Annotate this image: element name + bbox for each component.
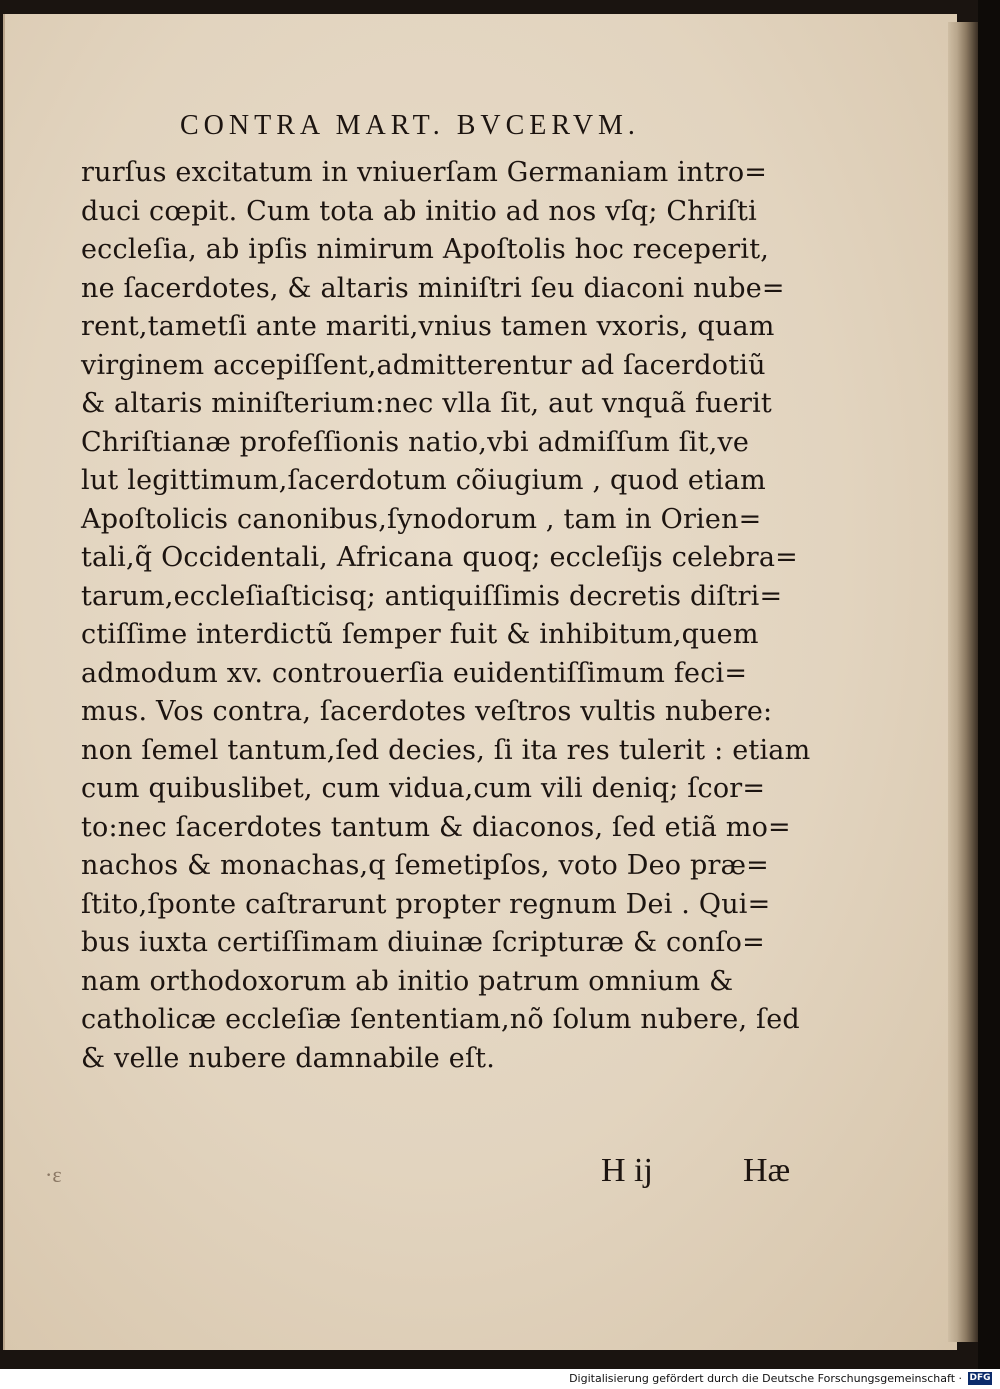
text-line: ne ſacerdotes, & altaris miniſtri ſeu diaconi nube= bbox=[81, 272, 785, 304]
running-head: CONTRA MART. BVCERVM. bbox=[180, 110, 640, 141]
text-line: catholicæ eccleſiæ ſententiam,nõ ſolum nubere, ſed bbox=[81, 1004, 800, 1035]
text-line: mus. Vos contra, ſacerdotes veſtros vultis nubere: bbox=[81, 696, 773, 727]
text-line: Chriſtianæ profeſſionis natio,vbi admiſſum ſit,ve bbox=[81, 426, 750, 458]
signature-line bbox=[601, 1152, 821, 1196]
body-text bbox=[81, 154, 811, 1078]
text-line: nam orthodoxorum ab initio patrum omnium & bbox=[81, 965, 734, 997]
text-line: ctiſſime interdictũ ſemper fuit & inhibitum,quem bbox=[81, 619, 759, 650]
text-line: lut legittimum,ſacerdotum cõiugium , quod etiam bbox=[81, 465, 766, 496]
margin-mark: ·ε bbox=[45, 1162, 62, 1187]
text-line: duci cœpit. Cum tota ab initio ad nos vſq; Chriſti bbox=[81, 195, 757, 227]
text-line: ſtito,ſponte caſtrarunt propter regnum Dei . Qui= bbox=[81, 888, 771, 920]
binding-shadow bbox=[978, 0, 1000, 1369]
text-line: non ſemel tantum,ſed decies, ſi ita res tulerit : etiam bbox=[81, 734, 811, 766]
text-line: virginem accepiſſent,admitterentur ad ſacerdotiũ bbox=[81, 349, 766, 381]
text-line: & altaris miniſterium:nec vlla ſit, aut vnquã fuerit bbox=[81, 388, 772, 419]
dfg-logo: DFG bbox=[969, 1373, 991, 1383]
text-line: eccleſia, ab ipſis nimirum Apoſtolis hoc receperit, bbox=[81, 234, 770, 265]
text-line: nachos & monachas,q ſemetipſos, voto Deo præ= bbox=[81, 850, 770, 881]
text-line: tarum,eccleſiaſticisq; antiquiſſimis decretis diſtri= bbox=[81, 580, 783, 612]
text-line: admodum xv. controuerſia euidentiſſimum feci= bbox=[81, 657, 748, 689]
text-line: Apoſtolicis canonibus,ſynodorum , tam in Orien= bbox=[81, 503, 762, 535]
text-line: to:nec ſacerdotes tantum & diaconos, ſed etiã mo= bbox=[81, 811, 791, 843]
text-line: & velle nubere damnabile eſt. bbox=[81, 1042, 495, 1074]
page-edge bbox=[948, 22, 978, 1342]
footer-bar bbox=[0, 1369, 1000, 1389]
text-line: tali,q̃ Occidentali, Africana quoq; eccleſijs celebra= bbox=[81, 542, 798, 573]
text-line: rent,tametſi ante mariti,vnius tamen vxoris, quam bbox=[81, 311, 775, 342]
text-line: rurſus excitatum in vniuerſam Germaniam intro= bbox=[81, 157, 768, 188]
book-page bbox=[3, 14, 957, 1350]
catchword: Hæ bbox=[743, 1152, 791, 1189]
text-line: bus iuxta certiſſimam diuinæ ſcripturæ & conſo= bbox=[81, 927, 765, 958]
text-line: cum quibuslibet, cum vidua,cum vili deniq; ſcor= bbox=[81, 773, 766, 804]
signature-mark: H ij bbox=[601, 1152, 653, 1189]
footer-credit: Digitalisierung gefördert durch die Deutsche Forschungsgemeinschaft · bbox=[569, 1372, 962, 1385]
